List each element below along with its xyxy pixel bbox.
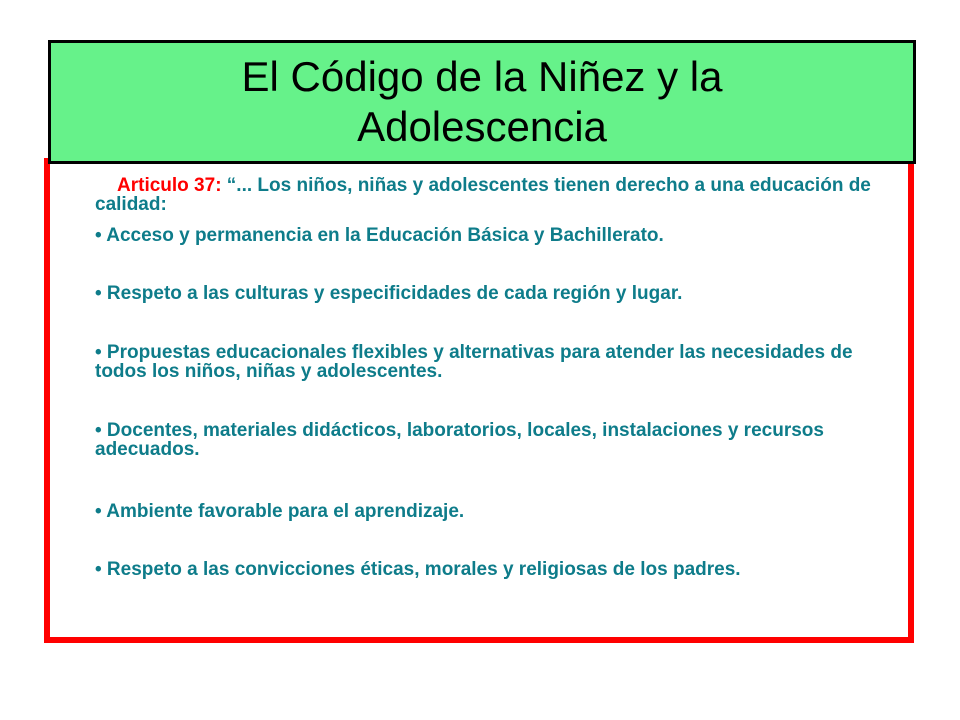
title-box [48, 40, 916, 164]
slide-title: El Código de la Niñez y la Adolescencia [241, 53, 723, 150]
article-label: Articulo 37: [117, 175, 222, 196]
bullet-proposals: • Propuestas educacionales flexibles y alternativas para atender las necesidades de todos los niños, niñas y adolescentes. [95, 342, 853, 382]
bullet-environment: • Ambiente favorable para el aprendizaje. [95, 501, 465, 522]
bullet-resources: • Docentes, materiales didácticos, laboratorios, locales, instalaciones y recursos adecuados. [95, 420, 824, 460]
bullet-convictions: • Respeto a las convicciones éticas, morales y religiosas de los padres. [95, 559, 741, 580]
bullet-access: • Acceso y permanencia en la Educación Básica y Bachillerato. [95, 225, 664, 246]
bullet-cultures: • Respeto a las culturas y especificidades de cada región y lugar. [95, 283, 683, 304]
article-text: “... Los niños, niñas y adolescentes tienen derecho a una educación de calidad: [95, 175, 871, 215]
article-intro [95, 176, 895, 214]
